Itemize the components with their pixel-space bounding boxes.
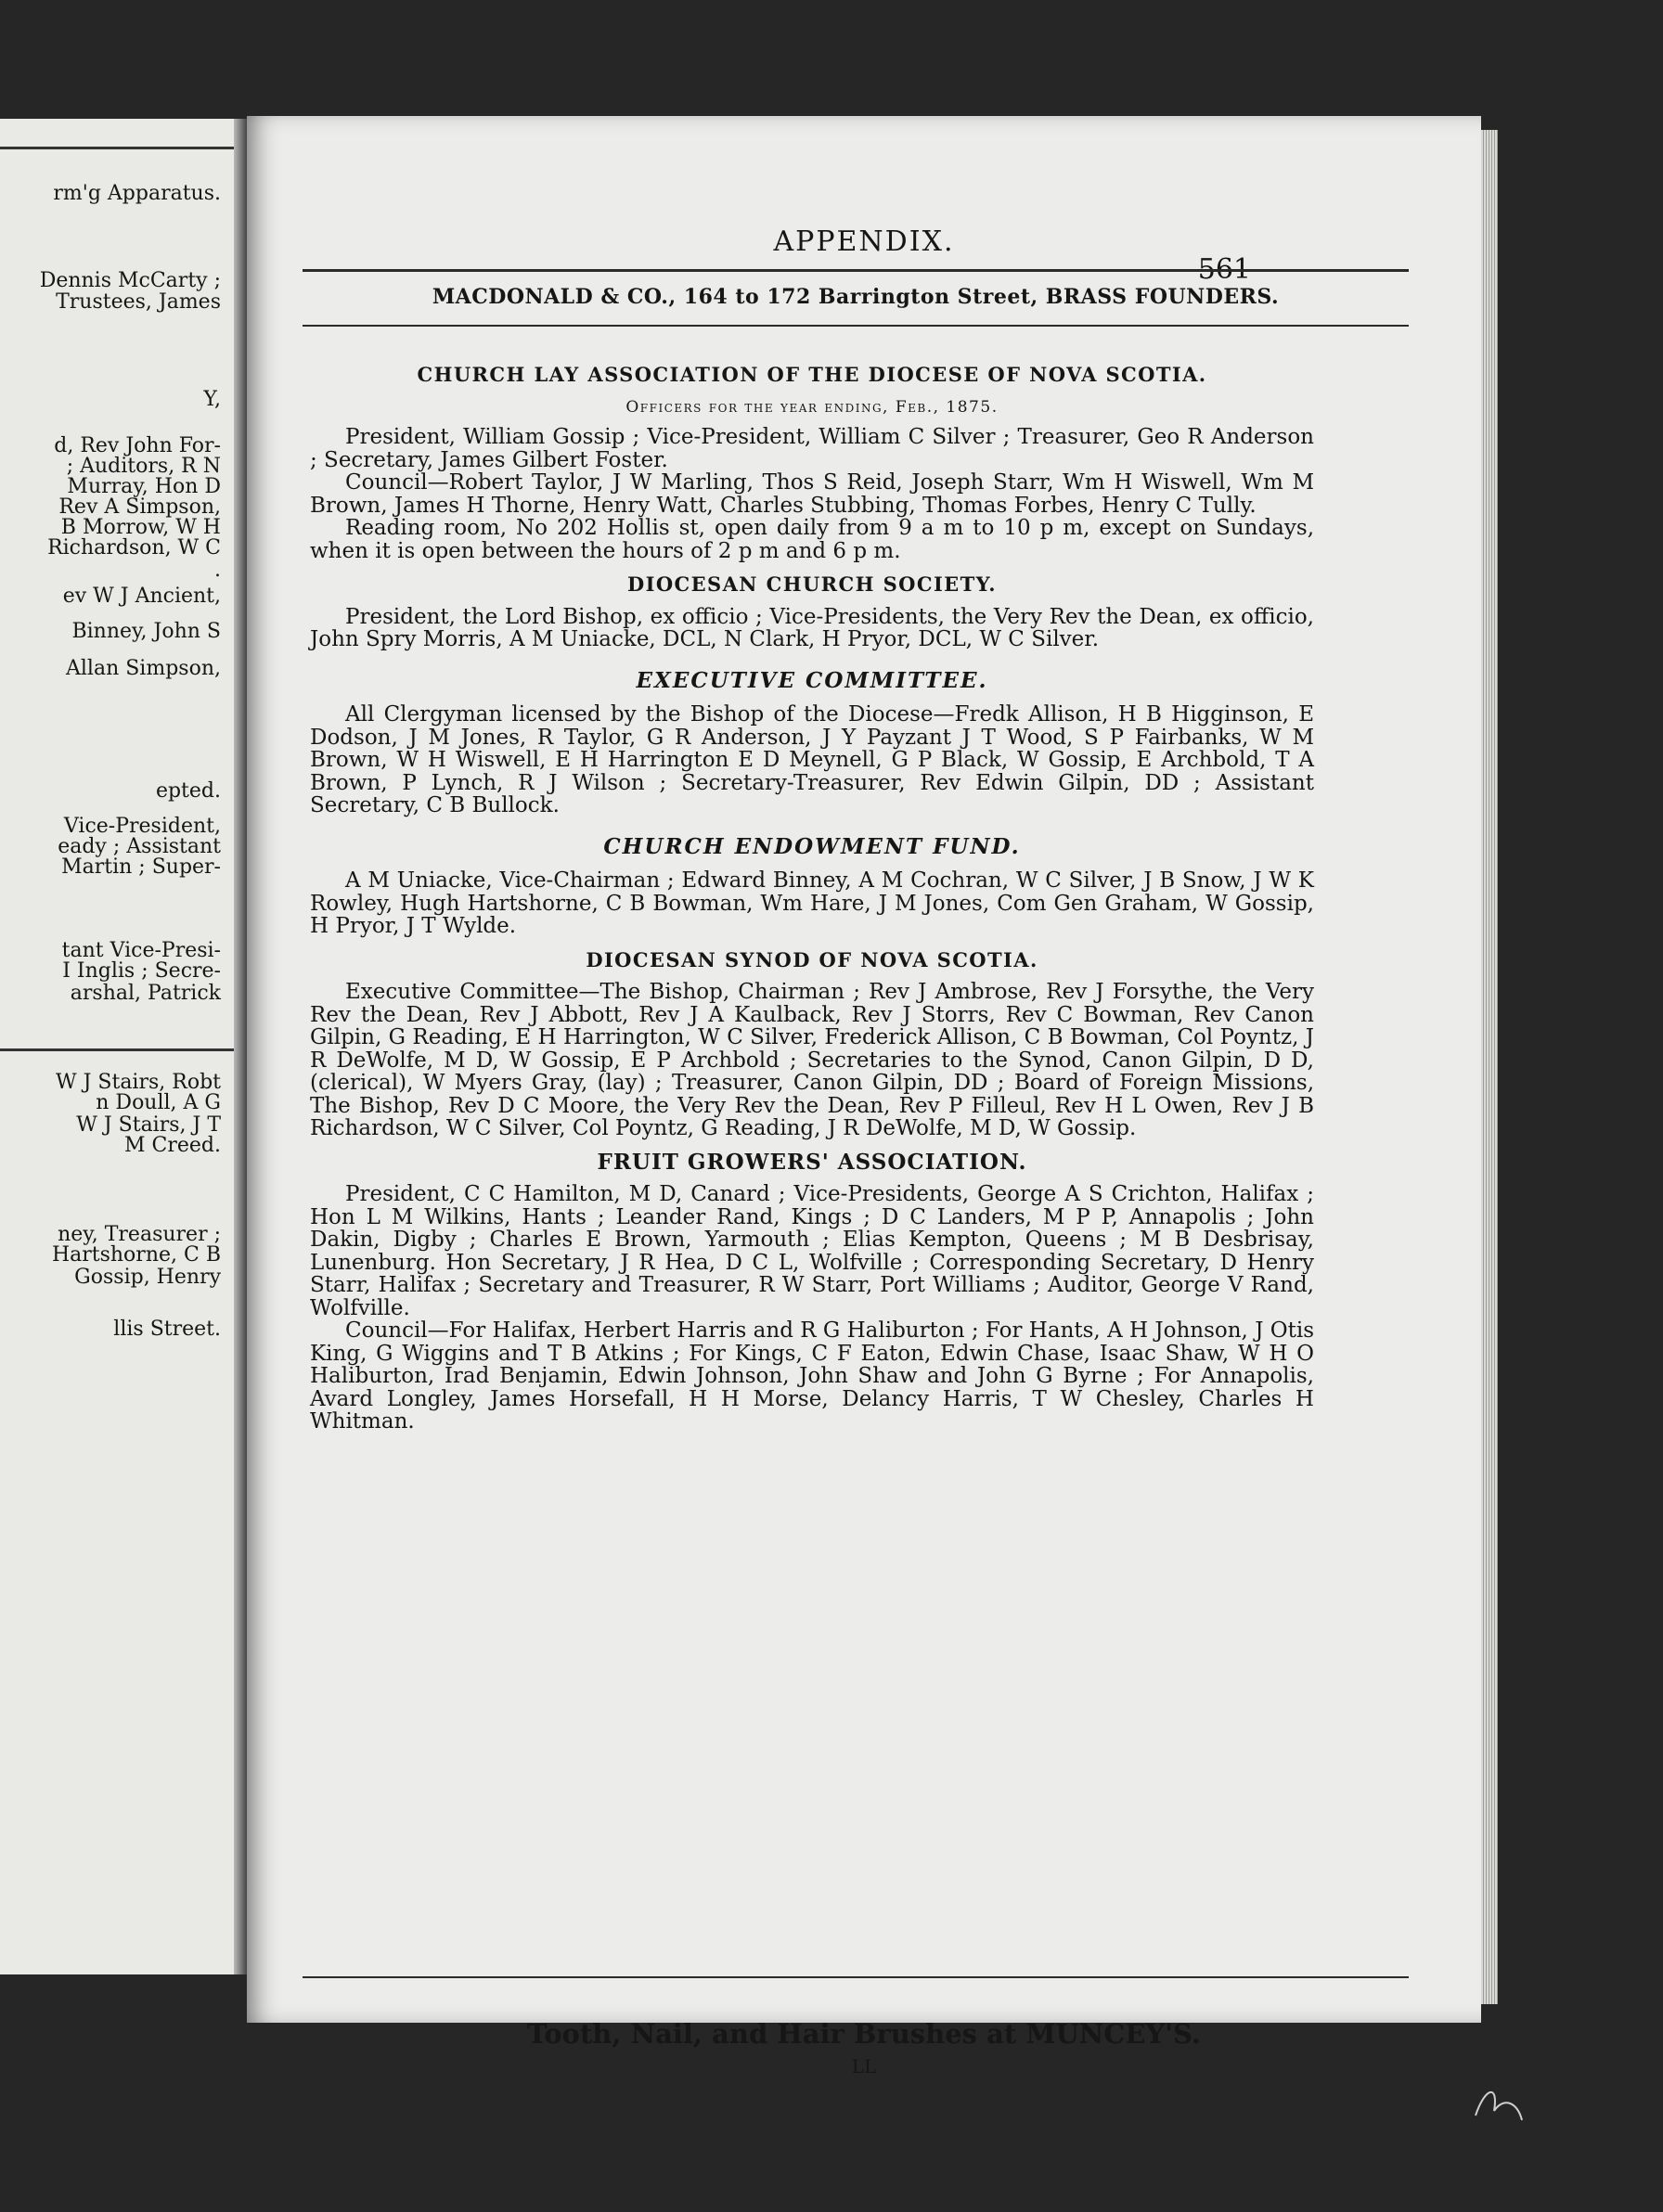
section-paragraph: A M Uniacke, Vice-Chairman ; Edward Binney, A M Cochran, W C Silver, J B Snow, J W K Rowley, Hugh Hartshorne, C B Bowman, Wm Hare, J M Jones, Com Gen Graham, W Gossip, H Pryor, J T Wylde. — [310, 868, 1314, 938]
signature-mark: LL — [851, 2055, 877, 2077]
left-page-line: Y, — [203, 388, 221, 411]
section-paragraph: Reading room, No 202 Hollis st, open daily from 9 a m to 10 p m, except on Sundays, when it is open between the hours of 2 p m and 6 p m. — [310, 516, 1314, 563]
left-page-line: Vice-President, — [63, 815, 221, 838]
left-page-line: I Inglis ; Secre- — [62, 959, 221, 983]
section-paragraph: Council—For Halifax, Herbert Harris and R G Haliburton ; For Hants, A H Johnson, J Otis King, G Wiggins and T B Atkins ; For Kings, C F Eaton, Edwin Chase, Isaac Shaw, W H O Haliburton, Irad Benjamin, Edwin Johnson, John Shaw and John G Byrne ; For Annapolis, Avard Longley, James Horsefall, H H Morse, Delancy Harris, T W Chesley, Charles H Whitman. — [310, 1318, 1314, 1434]
left-page-line: llis Street. — [113, 1318, 221, 1341]
left-page-line: W J Stairs, J T — [76, 1113, 221, 1137]
section-paragraph: President, C C Hamilton, M D, Canard ; Vice-Presidents, George A S Crichton, Halifax ; Hon L M Wilkins, Hants ; Leander Rand, Kings ; D C Landers, M P P, Annapolis ; John Dakin, Digby ; Charles E Brown, Yarmouth ; Elias Kempton, Queens ; M B Desbrisay, Lunenburg. Hon Secretary, J R Hea, D C L, Wolfville ; Corresponding Secretary, D Henry Starr, Halifax ; Secretary and Treasurer, R W Starr, Port Williams ; Auditor, George V Rand, Wolfville. — [310, 1182, 1314, 1320]
section — [310, 949, 1314, 1140]
left-page-line: ev W J Ancient, — [62, 585, 221, 608]
left-page-line: eady ; Assistant — [58, 835, 221, 858]
page-number: 561 — [1197, 253, 1251, 286]
left-page-line: Dennis McCarty ; — [39, 269, 221, 292]
footer-advertisement: Tooth, Nail, and Hair Brushes at MUNCEY'S. — [526, 2018, 1202, 2050]
section-paragraph: All Clergyman licensed by the Bishop of the Diocese—Fredk Allison, H B Higginson, E Dodson, J M Jones, R Taylor, G R Anderson, J Y Payzant J T Wood, S P Fairbanks, W M Brown, W H Wiswell, E H Harrington E D Meynell, G P Black, W Gossip, E Archbold, T A Brown, P Lynch, R J Wilson ; Secretary-Treasurer, Rev Edwin Gilpin, DD ; Assistant Secretary, C B Bullock. — [310, 702, 1314, 817]
left-page-line: Murray, Hon D — [67, 475, 221, 498]
left-page-line: tant Vice-Presi- — [61, 939, 221, 962]
left-page-line: B Morrow, W H — [60, 516, 221, 539]
section-paragraph: Executive Committee—The Bishop, Chairman ; Rev J Ambrose, Rev J Forsythe, the Very Rev the Dean, Rev J Abbott, Rev J A Kaulback, Rev J Storrs, Rev C Bowman, Rev Canon Gilpin, G Reading, E H Harrington, W C Silver, Frederick Allison, C B Bowman, Col Poyntz, J R DeWolfe, M D, W Gossip, E P Archbold ; Secretaries to the Synod, Canon Gilpin, D D, (clerical), W Myers Gray, (lay) ; Treasurer, Canon Gilpin, DD ; Board of Foreign Missions, The Bishop, Rev D C Moore, the Very Rev the Dean, Rev P Filleul, Rev H L Owen, Rev J B Richardson, W C Silver, Col Poyntz, G Reading, J R DeWolfe, M D, W Gossip. — [310, 980, 1314, 1140]
left-page-line: Richardson, W C — [47, 536, 221, 559]
section — [310, 364, 1314, 562]
left-page-line: . — [214, 559, 221, 582]
left-page-line: epted. — [155, 779, 221, 803]
page-edge — [1481, 130, 1498, 2004]
left-page-line: ney, Treasurer ; — [58, 1223, 221, 1246]
section-title: CHURCH LAY ASSOCIATION OF THE DIOCESE OF NOVA SCOTIA. — [417, 363, 1207, 386]
left-page-line: Gossip, Henry — [74, 1266, 221, 1289]
left-page-line: arshal, Patrick — [70, 982, 221, 1005]
section-title: DIOCESAN SYNOD OF NOVA SCOTIA. — [586, 947, 1038, 971]
running-head: APPENDIX. — [773, 225, 955, 258]
section-title: EXECUTIVE COMMITTEE. — [636, 667, 988, 693]
header-rule — [303, 269, 1409, 272]
appendix-page — [247, 116, 1481, 2077]
left-page-rule — [0, 147, 234, 149]
left-page-line: M Creed. — [124, 1134, 221, 1157]
left-page-line: d, Rev John For- — [54, 434, 221, 457]
pencil-mark-icon — [1466, 2069, 1531, 2125]
left-page-line: Hartshorne, C B — [51, 1243, 221, 1267]
left-page-line: Martin ; Super- — [61, 855, 221, 879]
appendix-content — [310, 353, 1314, 1434]
header-advertisement: MACDONALD & CO., 164 to 172 Barrington Street, BRASS FOUNDERS. — [432, 285, 1280, 309]
section-title: FRUIT GROWERS' ASSOCIATION. — [597, 1149, 1027, 1175]
section-paragraph: President, the Lord Bishop, ex officio ; Vice-Presidents, the Very Rev the Dean, ex officio, John Spry Morris, A M Uniacke, DCL, N Clark, H Pryor, DCL, W C Silver. — [310, 604, 1314, 651]
section — [310, 833, 1314, 938]
footer-rule — [303, 1976, 1409, 1978]
section — [310, 573, 1314, 651]
left-page-line: Rev A Simpson, — [58, 495, 221, 519]
section-title: DIOCESAN CHURCH SOCIETY. — [626, 572, 998, 596]
book-gutter — [234, 119, 247, 1974]
left-page-line: n Doull, A G — [96, 1091, 221, 1114]
left-page-line: Allan Simpson, — [66, 657, 221, 680]
section — [310, 1151, 1314, 1434]
section — [310, 667, 1314, 817]
advertisement-rule — [303, 325, 1409, 327]
left-facing-page — [0, 119, 234, 1974]
left-page-line: Binney, John S — [71, 620, 221, 643]
left-page-line: rm'g Apparatus. — [53, 182, 221, 205]
section-title: CHURCH ENDOWMENT FUND. — [603, 833, 1021, 859]
section-subtitle: Officers for the year ending, Feb., 1875. — [625, 397, 999, 417]
section-paragraph: President, William Gossip ; Vice-President, William C Silver ; Treasurer, Geo R Anderson ; Secretary, James Gilbert Foster. — [310, 425, 1314, 472]
left-page-line: Trustees, James — [56, 290, 221, 314]
left-page-line: ; Auditors, R N — [66, 455, 221, 478]
left-page-rule — [0, 1048, 234, 1051]
section-paragraph: Council—Robert Taylor, J W Marling, Thos S Reid, Joseph Starr, Wm H Wiswell, Wm M Brown, James H Thorne, Henry Watt, Charles Stubbing, Thomas Forbes, Henry C Tully. — [310, 470, 1314, 518]
left-page-line: W J Stairs, Robt — [55, 1071, 221, 1094]
